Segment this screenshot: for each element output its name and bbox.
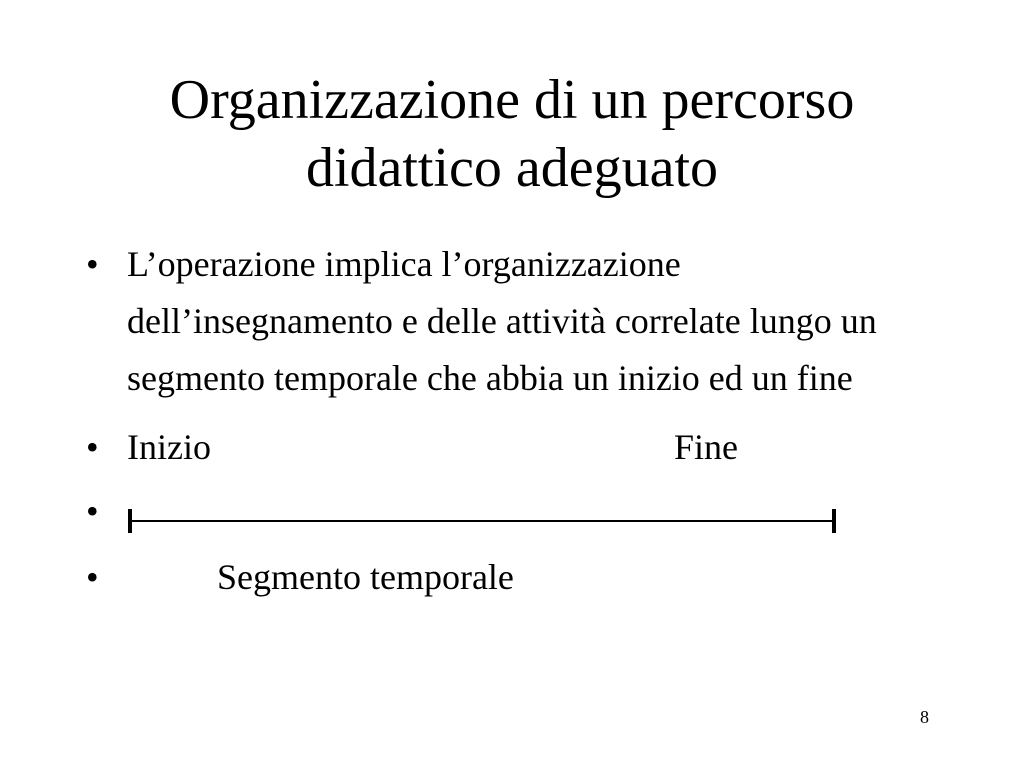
bullet-marker: • [86,491,99,531]
bullet-item-description [86,236,946,407]
bullet-marker: • [86,557,99,597]
bullet-text: L’operazione implica l’organizzazione dell’insegnamento e delle attività correlate lungo un segmento temporale che abbia un inizio ed un fine [127,244,877,398]
timeline-line [132,520,832,522]
timeline-end-tick [832,509,836,533]
page-number: 8 [920,707,929,727]
bullet-marker: • [86,244,99,284]
bullet-item-timeline [86,483,946,539]
start-label: Inizio [127,427,211,467]
slide-title [60,66,964,202]
segment-label: Segmento temporale [217,557,514,597]
slide-title-line-2: didattico adeguato [305,137,719,199]
bullet-item-segment-label [86,549,946,605]
end-label: Fine [674,427,739,467]
bullet-list [86,236,946,605]
bullet-marker: • [86,427,99,467]
timeline-segment [128,509,836,533]
slide-title-line-1: Organizzazione di un percorso [169,69,855,131]
bullet-item-start-end [86,419,946,475]
